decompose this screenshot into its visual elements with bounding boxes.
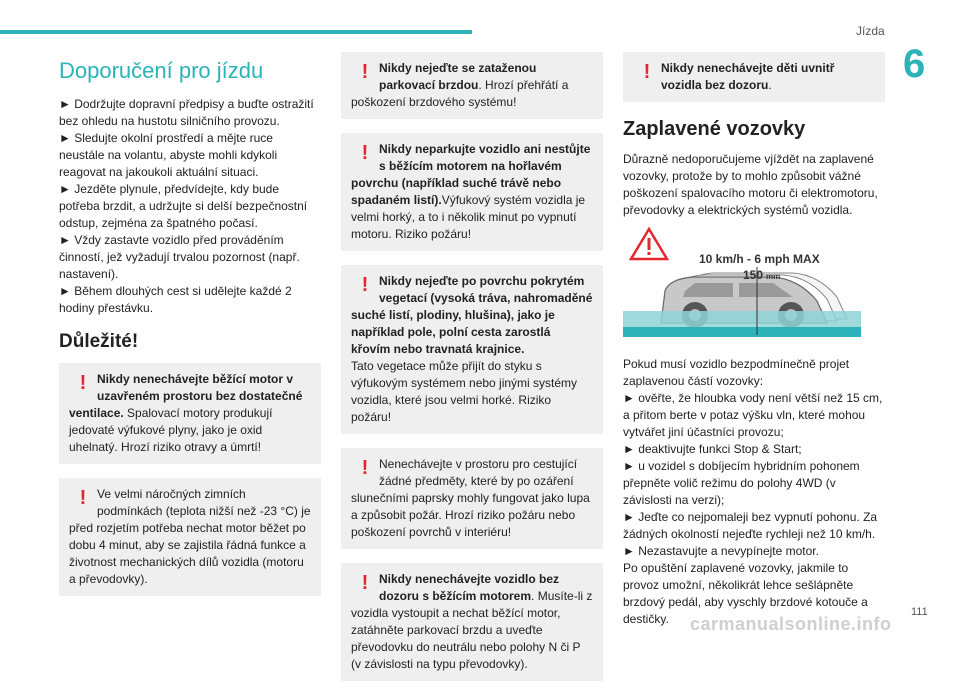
warning-text: . (768, 78, 772, 92)
section-name: Jízda (856, 24, 885, 38)
warning-box-parking-brake (341, 52, 603, 119)
column-3 (623, 52, 885, 628)
warning-text: Ve velmi náročných zimních podmínkách (teplota nižší než -23 °C) je před rozjetím potřeba nechat motor běžet po dobu 4 minut, aby se zajistila řádná funkce a životnost mechanických dílů vozidla (motoru a převodovky). (69, 487, 311, 587)
exclamation-icon: ! (79, 372, 87, 395)
warning-text: Tato vegetace může přijít do styku s výfukovým systémem nebo jinými systémy vozidla, které jsou velmi horké. Riziko požáru! (351, 359, 578, 424)
exclamation-icon: ! (643, 61, 651, 83)
water-surface (623, 311, 861, 329)
exclamation-icon: ! (79, 487, 87, 510)
warning-bold: Nikdy nenechávejte vozidlo bez dozoru s běžícím motorem (379, 572, 560, 603)
road-surface (623, 327, 861, 337)
depth-unit-label: mm (766, 272, 781, 281)
warning-triangle-icon (631, 229, 667, 259)
flooded-roads-intro: Důrazně nedoporučujeme vjíždět na zaplavené vozovky, protože by to mohlo způsobit vážné poškození spalovacího motoru či elektromotoru, převodovky a elektrických systémů vozidla. (623, 152, 878, 217)
exclamation-icon: ! (361, 457, 369, 479)
exclamation-icon: ! (361, 572, 369, 594)
page-title: Doporučení pro jízdu (59, 58, 264, 83)
exclamation-icon: ! (361, 61, 369, 83)
warning-text: Výfukový systém vozidla je velmi horký, a to i několik minut po vypnutí motoru. Riziko požáru! (351, 193, 586, 241)
depth-value-label: 150 (743, 268, 764, 282)
speed-limit-label: 10 km/h - 6 mph MAX (699, 252, 820, 266)
exclamation-icon: ! (361, 142, 369, 164)
chapter-number: 6 (903, 42, 926, 86)
flooded-road-illustration (623, 227, 861, 337)
warning-bold: Nikdy nejeďte po povrchu pokrytém vegetací (vysoká tráva, nahromaděné suché listí, plodiny, hlušina), jako je například pole, polní cesta zarostlá křovím nebo travnatá krajnice. (351, 274, 593, 356)
column-1 (59, 52, 321, 610)
header-accent-bar (0, 30, 472, 34)
warning-box-children (623, 52, 885, 102)
warning-text: . Hrozí přehřátí a poškození brzdového systému! (351, 78, 569, 109)
driving-tips: ► Dodržujte dopravní předpisy a buďte ostražití bez ohledu na hustotu silničního provozu. ► Sledujte okolní prostředí a mějte ruce neustále na volantu, abyste mohli kdykoli reagovat na jakoukoli aktuální situaci. ► Jezděte plynule, předvídejte, kdy bude potřeba brzdit, a udržujte si delší bezpečnostní odstup, zejména za špatného počasí. ► Vždy zastavte vozidlo před prováděním činností, jež vyžadují trvalou pozornost (např. nastavení). ► Během dlouhých cest si udělejte každé 2 hodiny přestávku. (59, 97, 314, 316)
warning-bold: Nikdy nenechávejte děti uvnitř vozidla bez dozoru (661, 61, 835, 92)
warning-box-unattended-engine (341, 563, 603, 681)
flooded-roads-heading: Zaplavené vozovky (623, 118, 806, 140)
warning-text: . Musíte-li z vozidla vystoupit a nechat běžící motor, zatáhněte parkovací brzdu a uveďte převodovku do neutrálu nebo polohy N či P (v závislosti na typu převodovky). (351, 589, 593, 671)
warning-text: Nenechávejte v prostoru pro cestující žádné předměty, které by po ozáření slunečními paprsky mohly fungovat jako lupa a způsobit požár. Hrozí riziko požáru nebo poškození povrchů v interiéru! (351, 457, 590, 539)
warning-box-ventilation (59, 363, 321, 464)
warning-box-flammable-surface (341, 133, 603, 251)
page-number: 111 (911, 606, 928, 618)
warning-box-winter (59, 478, 321, 596)
warning-box-vegetation (341, 265, 603, 434)
column-2 (341, 52, 603, 695)
warning-text: Spalovací motory produkují jedovaté výfukové plyny, jako je oxid uhelnatý. Hrozí riziko otravy a úmrtí! (69, 406, 273, 455)
watermark: carmanualsonline.info (690, 614, 892, 634)
warning-bold: Nikdy neparkujte vozidlo ani nestůjte s běžícím motorem na hořlavém povrchu (například suché trávě nebo spadaném listí). (351, 142, 591, 207)
warning-bold: Nikdy nenechávejte běžící motor v uzavřeném prostoru bez dostatečné ventilace. (69, 372, 303, 421)
important-heading: Důležité! (59, 331, 139, 353)
exclamation-icon: ! (361, 274, 369, 296)
warning-box-magnifier (341, 448, 603, 549)
warning-bold: Nikdy nejeďte se zataženou parkovací brzdou (379, 61, 537, 92)
flooded-roads-instructions: Pokud musí vozidlo bezpodmínečně projet zaplavenou částí vozovky: ► ověřte, že hloubka vody není větší než 15 cm, a přitom berte v potaz výšku vln, které mohou vytvářet jiní účastníci provozu; ► deaktivujte funkci Stop & Start; ► u vozidel s dobíjecím hybridním pohonem přepněte volič režimu do polohy 4WD (v závislosti na verzi); ► Jeďte co nejpomaleji bez vypnutí pohonu. Za žádných okolností nejeďte rychleji než 10 km/h. ► Nezastavujte a nevypínejte motor. Po opuštění zaplavené vozovky, jakmile to provoz umožní, několikrát lehce sešlápněte brzdový pedál, aby vyschly brzdové kotouče a destičky. (623, 357, 883, 626)
